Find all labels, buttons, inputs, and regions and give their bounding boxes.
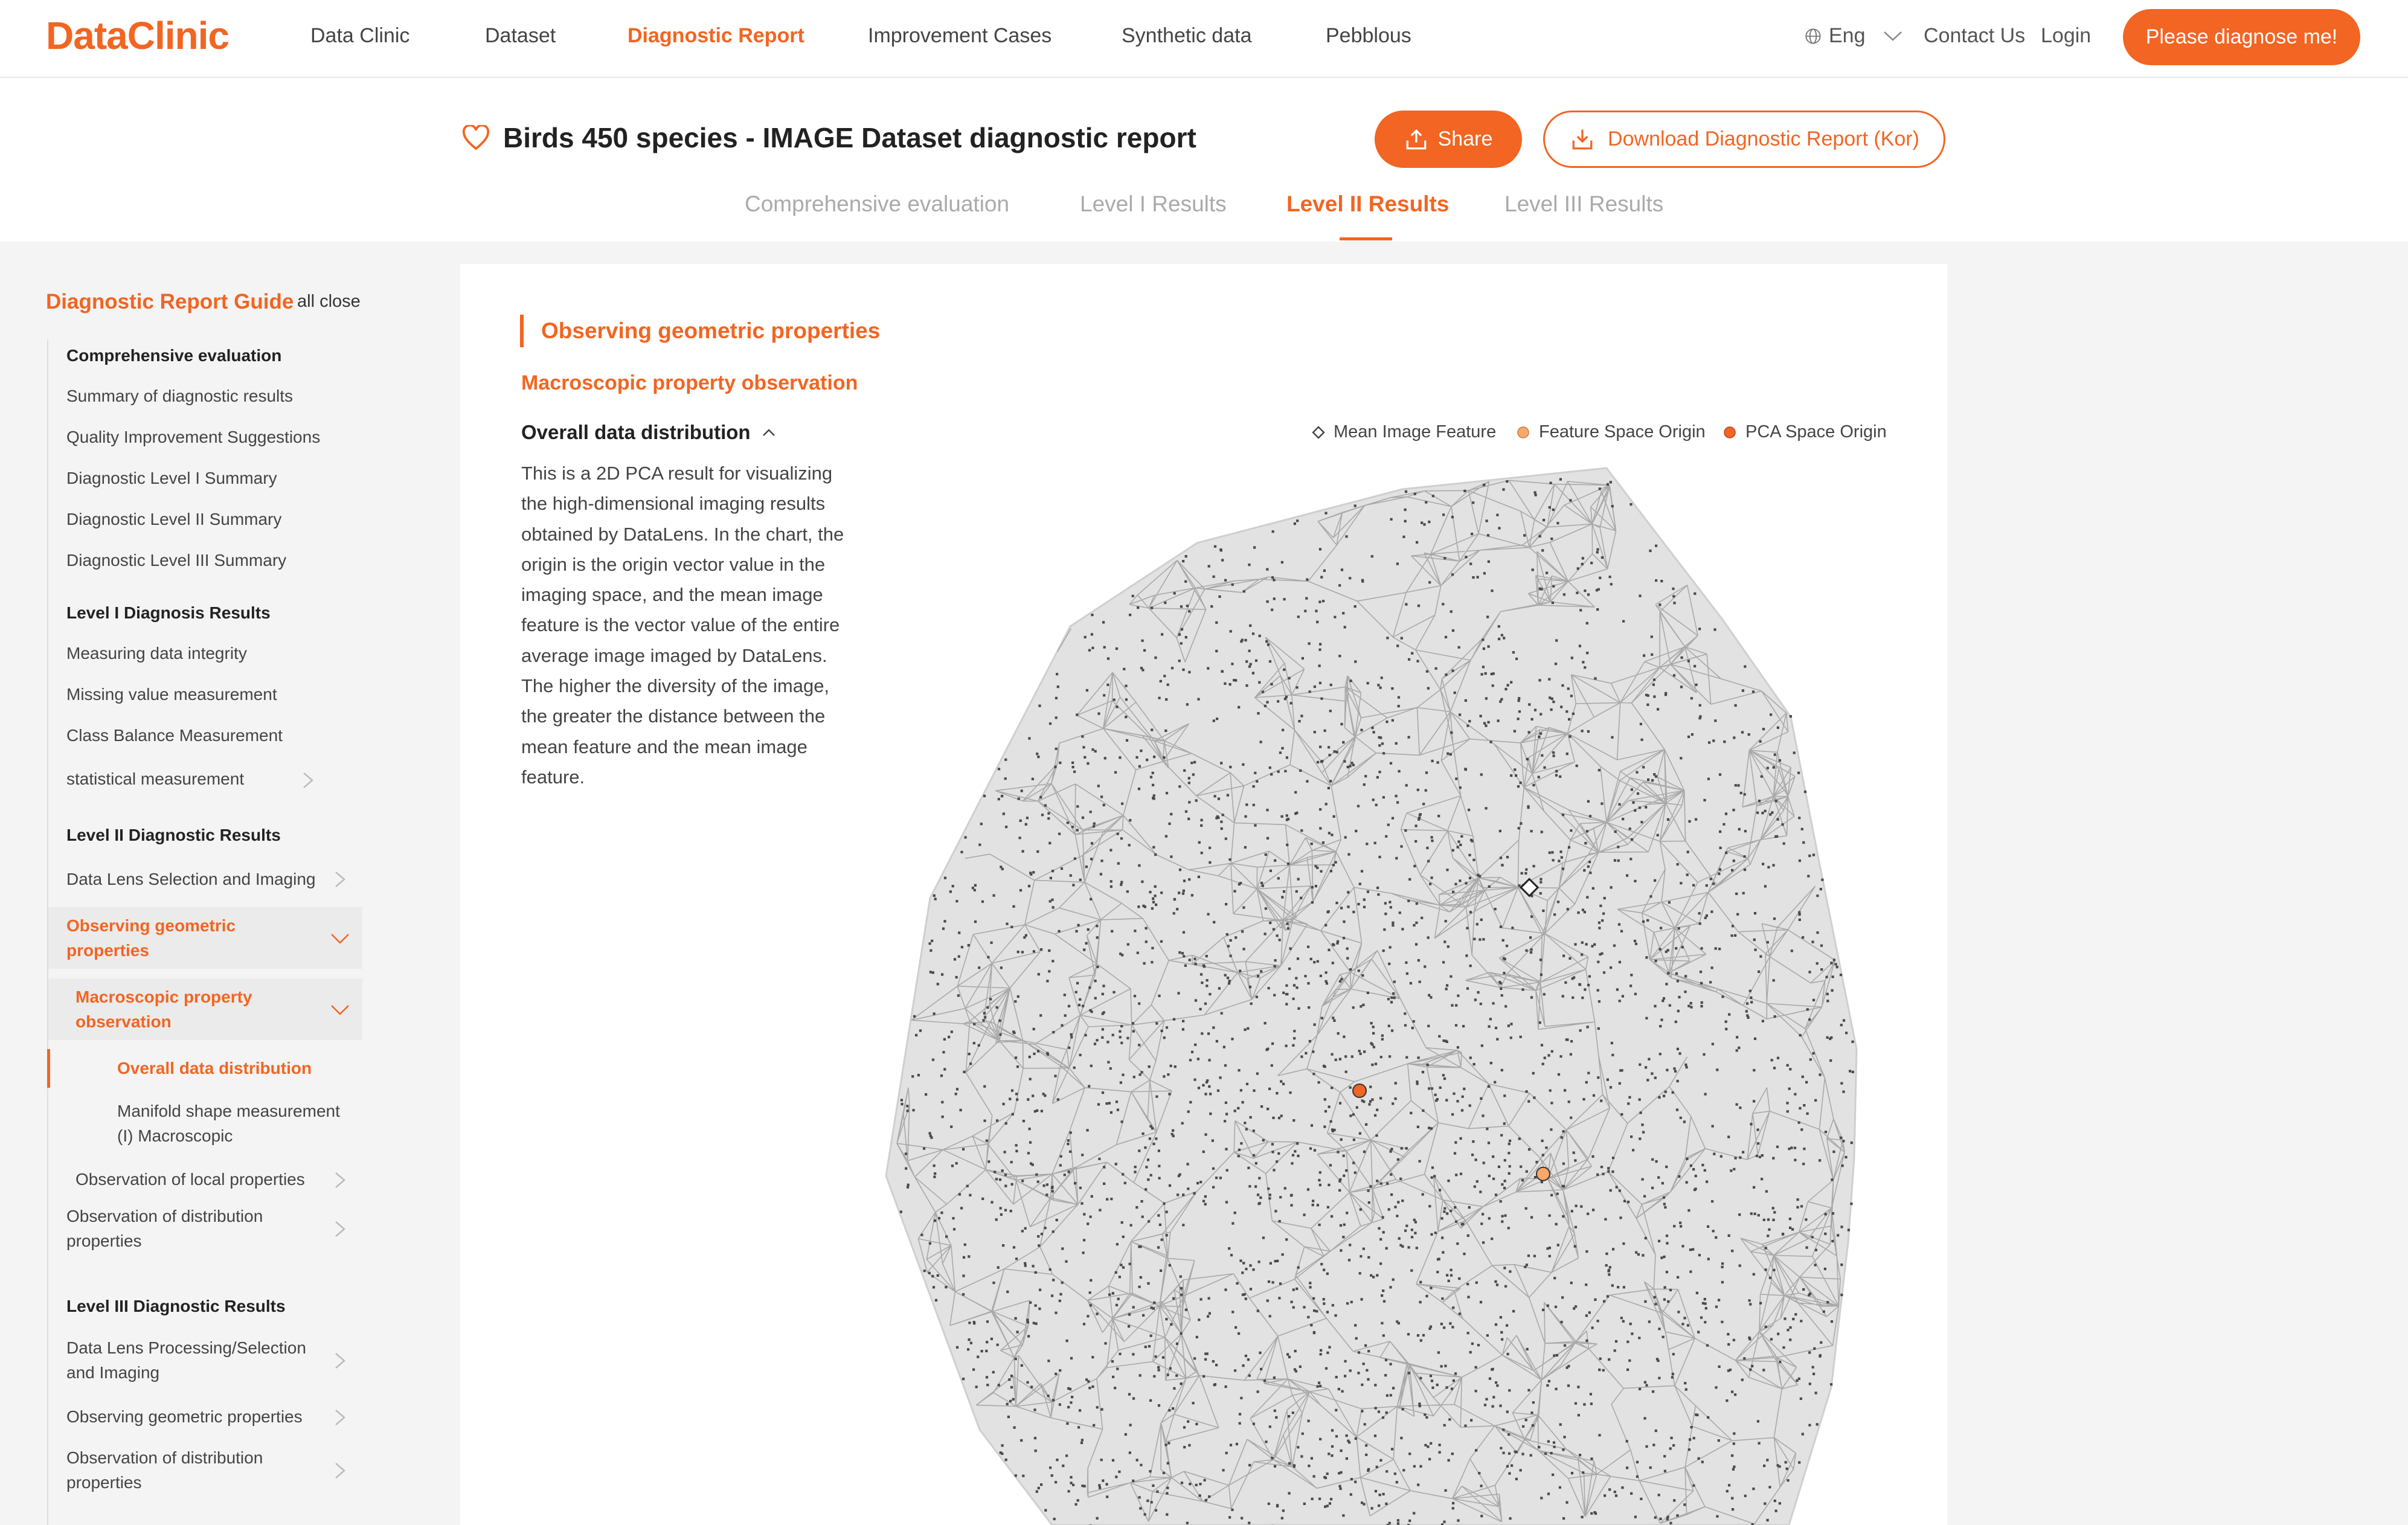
sidebar-item-level-i-summary[interactable]: Diagnostic Level I Summary bbox=[66, 469, 277, 487]
pca-scatter-chart bbox=[460, 264, 1947, 1525]
sidebar-item-level-i-results[interactable]: Level I Diagnosis Results bbox=[66, 603, 271, 622]
legend-label: PCA Space Origin bbox=[1745, 422, 1887, 441]
legend-feature-space-origin bbox=[1516, 422, 1706, 442]
sidebar-item-summary-results[interactable]: Summary of diagnostic results bbox=[66, 387, 294, 405]
tab-level-iii-results[interactable]: Level III Results bbox=[1504, 191, 1664, 216]
sidebar-item-quality-suggestions[interactable]: Quality Improvement Suggestions bbox=[66, 428, 321, 446]
sidebar-item-statistical-measurement[interactable]: statistical measurement bbox=[66, 769, 245, 788]
nav-synthetic-data[interactable]: Synthetic data bbox=[1122, 24, 1252, 47]
diamond-icon bbox=[1312, 426, 1325, 439]
sidebar-item-data-lens-selection[interactable]: Data Lens Selection and Imaging bbox=[66, 870, 316, 888]
chevron-right-icon[interactable] bbox=[328, 867, 352, 891]
share-button[interactable] bbox=[1375, 111, 1522, 168]
chevron-up-icon bbox=[762, 428, 776, 437]
tab-comprehensive-evaluation[interactable]: Comprehensive evaluation bbox=[745, 191, 1010, 216]
report-header bbox=[0, 78, 2408, 242]
top-navigation-bar bbox=[0, 0, 2408, 78]
logo[interactable] bbox=[46, 13, 229, 58]
report-title-row bbox=[462, 121, 1196, 154]
sidebar-item-geometric-properties-iii[interactable]: Observing geometric properties bbox=[66, 1407, 303, 1426]
chevron-right-icon[interactable] bbox=[328, 1405, 352, 1430]
sidebar-item-local-properties[interactable]: Observation of local properties bbox=[75, 1170, 305, 1189]
sidebar-item-level-ii-summary[interactable]: Diagnostic Level II Summary bbox=[66, 510, 282, 528]
heart-icon[interactable] bbox=[462, 125, 490, 150]
chevron-right-icon[interactable] bbox=[328, 1349, 352, 1373]
nav-improvement-cases[interactable]: Improvement Cases bbox=[868, 24, 1052, 47]
diagnose-me-button[interactable]: Please diagnose me! bbox=[2123, 9, 2360, 65]
share-icon bbox=[1404, 129, 1428, 150]
page-title: Birds 450 species - IMAGE Dataset diagnostic report bbox=[503, 122, 1196, 153]
feature-space-origin-marker bbox=[1536, 1167, 1550, 1181]
sidebar-title: Diagnostic Report Guide bbox=[46, 290, 294, 313]
all-close-button[interactable]: all close bbox=[297, 292, 361, 311]
legend-label: Mean Image Feature bbox=[1334, 422, 1497, 441]
legend-label: Feature Space Origin bbox=[1539, 422, 1706, 441]
language-selector[interactable] bbox=[1805, 24, 1903, 48]
sidebar-item-manifold-shape[interactable]: Manifold shape measurement (I) Macroscopic bbox=[117, 1102, 340, 1145]
nav-data-clinic[interactable]: Data Clinic bbox=[310, 24, 410, 47]
active-item-marker bbox=[47, 1049, 50, 1088]
section-marker bbox=[520, 315, 524, 347]
download-label: Download Diagnostic Report (Kor) bbox=[1608, 127, 1919, 150]
sidebar-item-level-iii-summary[interactable]: Diagnostic Level III Summary bbox=[66, 551, 287, 570]
legend-mean-image-feature bbox=[1312, 422, 1496, 442]
sidebar-item-comprehensive-evaluation[interactable]: Comprehensive evaluation bbox=[66, 346, 282, 365]
sidebar-item-missing-value[interactable]: Missing value measurement bbox=[66, 685, 277, 704]
nav-dataset[interactable]: Dataset bbox=[485, 24, 556, 47]
section-title: Observing geometric properties bbox=[541, 318, 881, 343]
sidebar-item-overall-distribution[interactable]: Overall data distribution bbox=[117, 1059, 312, 1077]
chevron-right-icon[interactable] bbox=[328, 1168, 352, 1192]
distribution-toggle[interactable] bbox=[521, 421, 776, 444]
content-panel bbox=[460, 264, 1947, 1525]
active-tab-indicator bbox=[1340, 237, 1392, 240]
legend-pca-space-origin bbox=[1723, 422, 1887, 442]
logo-part-a: Data bbox=[46, 14, 127, 57]
login-link[interactable]: Login bbox=[2041, 24, 2092, 47]
share-label: Share bbox=[1437, 127, 1493, 150]
nav-pebblous[interactable]: Pebblous bbox=[1326, 24, 1411, 47]
chevron-right-icon[interactable] bbox=[296, 768, 320, 792]
sidebar-item-distribution-properties-ii[interactable]: Observation of distribution properties bbox=[66, 1207, 263, 1250]
globe-icon bbox=[1805, 28, 1822, 45]
tab-level-i-results[interactable]: Level I Results bbox=[1080, 191, 1227, 216]
distribution-title: Overall data distribution bbox=[521, 421, 751, 443]
contact-us-link[interactable]: Contact Us bbox=[1924, 24, 2026, 47]
sidebar-item-level-ii-results[interactable]: Level II Diagnostic Results bbox=[66, 826, 281, 844]
chevron-down-icon[interactable] bbox=[328, 926, 352, 951]
chevron-right-icon[interactable] bbox=[328, 1459, 352, 1483]
chevron-down-icon[interactable] bbox=[328, 998, 352, 1022]
chart-hull bbox=[886, 468, 1857, 1525]
circle-icon bbox=[1723, 425, 1737, 440]
report-guide-sidebar bbox=[0, 242, 447, 1525]
download-report-button[interactable] bbox=[1543, 111, 1945, 168]
sidebar-item-class-balance[interactable]: Class Balance Measurement bbox=[66, 726, 283, 745]
logo-part-b: Clinic bbox=[127, 14, 229, 57]
distribution-description: This is a 2D PCA result for visualizing the high-dimensional imaging results obtained by DataLens. In the chart, the origin is the origin vector value in the imaging space, and the mean image feature is the vector value of the entire average image imaged by DataLens. The higher the diversity of the image, the greater the distance between the mean feature and the mean image feature. bbox=[521, 463, 844, 788]
language-label: Eng bbox=[1829, 24, 1866, 47]
subsection-title: Macroscopic property observation bbox=[521, 371, 858, 394]
chevron-down-icon bbox=[1883, 30, 1903, 43]
pca-space-origin-marker bbox=[1353, 1084, 1366, 1097]
sidebar-item-geometric-properties[interactable]: Observing geometric properties bbox=[66, 916, 236, 960]
tab-level-ii-results[interactable]: Level II Results bbox=[1286, 191, 1450, 216]
nav-diagnostic-report[interactable]: Diagnostic Report bbox=[628, 24, 804, 47]
sidebar-item-distribution-properties-iii[interactable]: Observation of distribution properties bbox=[66, 1448, 263, 1492]
download-icon bbox=[1569, 129, 1596, 150]
circle-icon bbox=[1516, 425, 1530, 440]
sidebar-item-macroscopic-observation[interactable]: Macroscopic property observation bbox=[75, 987, 252, 1031]
chevron-right-icon[interactable] bbox=[328, 1217, 352, 1241]
sidebar-item-data-integrity[interactable]: Measuring data integrity bbox=[66, 644, 247, 663]
sidebar-item-level-iii-results[interactable]: Level III Diagnostic Results bbox=[66, 1297, 286, 1315]
sidebar-item-data-lens-processing[interactable]: Data Lens Processing/Selection and Imaging bbox=[66, 1338, 306, 1382]
